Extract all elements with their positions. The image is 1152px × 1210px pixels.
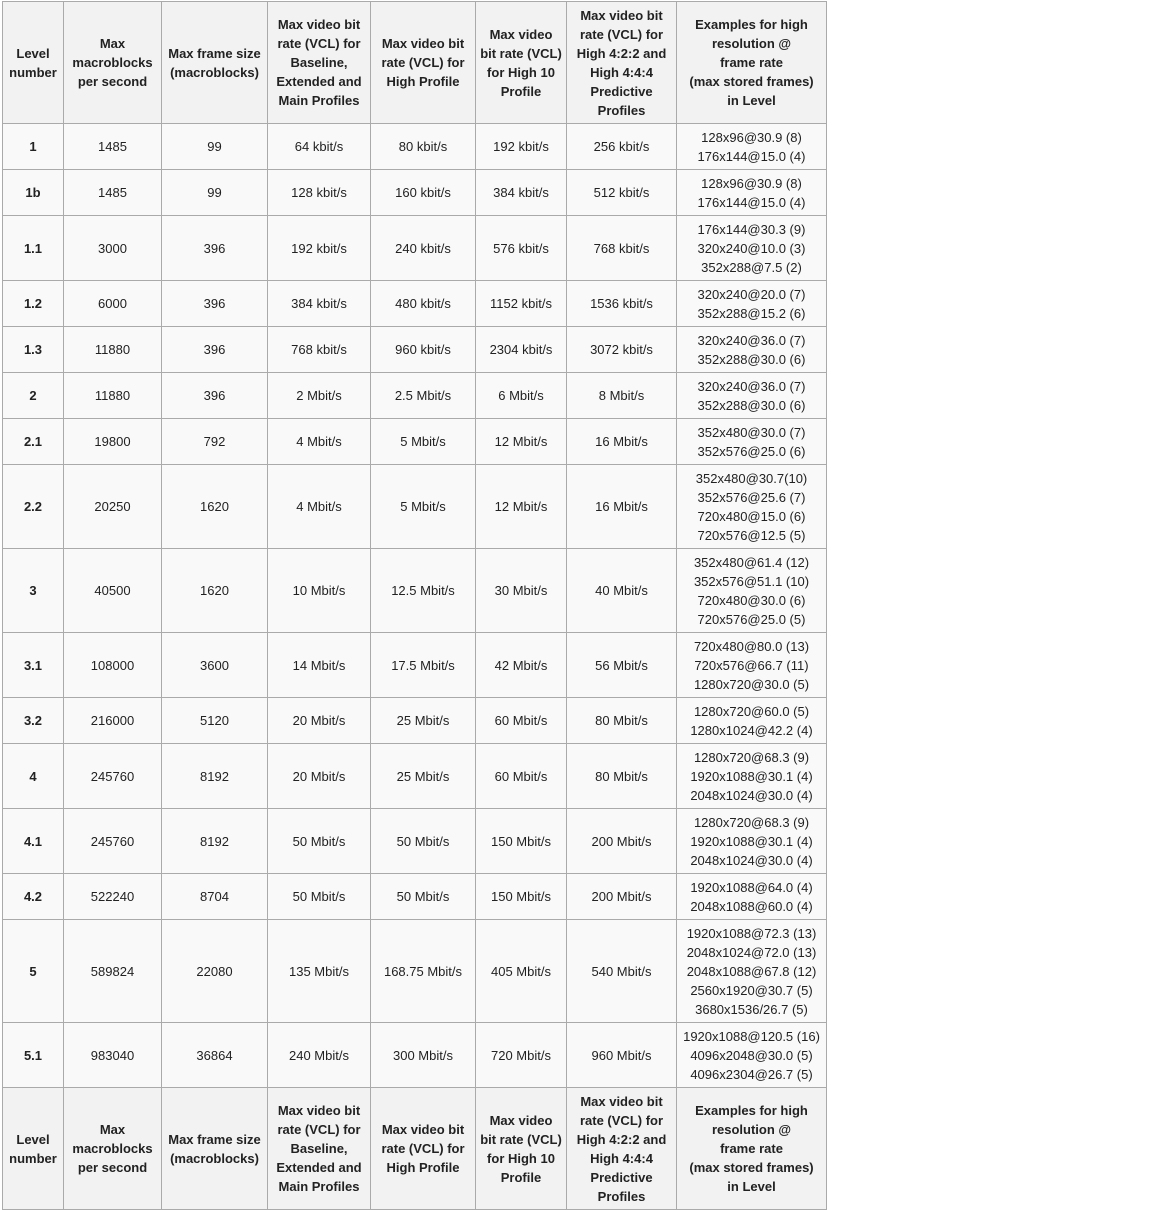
cell-bitrate-baseline-main: 10 Mbit/s xyxy=(268,549,371,633)
cell-examples: 320x240@36.0 (7) 352x288@30.0 (6) xyxy=(677,327,827,373)
cell-bitrate-baseline-main: 384 kbit/s xyxy=(268,281,371,327)
cell-level: 1 xyxy=(3,124,64,170)
cell-bitrate-high422-444: 80 Mbit/s xyxy=(567,744,677,809)
cell-max-frame-size: 3600 xyxy=(162,633,268,698)
cell-bitrate-baseline-main: 20 Mbit/s xyxy=(268,698,371,744)
table-row xyxy=(3,633,827,698)
header-row xyxy=(3,2,827,124)
table-row xyxy=(3,419,827,465)
cell-examples: 352x480@30.7(10) 352x576@25.6 (7) 720x480@15.0 (6) 720x576@12.5 (5) xyxy=(677,465,827,549)
table-row xyxy=(3,698,827,744)
cell-max-macroblocks: 522240 xyxy=(64,874,162,920)
cell-bitrate-high10: 2304 kbit/s xyxy=(476,327,567,373)
cell-bitrate-high: 25 Mbit/s xyxy=(371,744,476,809)
cell-bitrate-high422-444: 768 kbit/s xyxy=(567,216,677,281)
cell-bitrate-high422-444: 256 kbit/s xyxy=(567,124,677,170)
cell-max-frame-size: 1620 xyxy=(162,465,268,549)
table-row xyxy=(3,920,827,1023)
cell-max-macroblocks: 245760 xyxy=(64,744,162,809)
cell-max-frame-size: 396 xyxy=(162,373,268,419)
cell-max-frame-size: 8192 xyxy=(162,809,268,874)
table-row xyxy=(3,216,827,281)
cell-max-macroblocks: 6000 xyxy=(64,281,162,327)
cell-level: 3 xyxy=(3,549,64,633)
cell-bitrate-high422-444: 540 Mbit/s xyxy=(567,920,677,1023)
footer-max-macroblocks: Max macroblocks per second xyxy=(64,1088,162,1210)
cell-level: 4.1 xyxy=(3,809,64,874)
cell-bitrate-high422-444: 960 Mbit/s xyxy=(567,1023,677,1088)
cell-level: 1b xyxy=(3,170,64,216)
header-examples: Examples for high resolution @ frame rate (max stored frames) in Level xyxy=(677,2,827,124)
cell-level: 2.1 xyxy=(3,419,64,465)
cell-bitrate-high422-444: 16 Mbit/s xyxy=(567,465,677,549)
cell-bitrate-high10: 576 kbit/s xyxy=(476,216,567,281)
cell-max-frame-size: 36864 xyxy=(162,1023,268,1088)
table-row xyxy=(3,549,827,633)
cell-bitrate-high10: 720 Mbit/s xyxy=(476,1023,567,1088)
table-row xyxy=(3,170,827,216)
cell-bitrate-high422-444: 80 Mbit/s xyxy=(567,698,677,744)
footer-header-row xyxy=(3,1088,827,1210)
cell-bitrate-high: 160 kbit/s xyxy=(371,170,476,216)
cell-bitrate-high10: 150 Mbit/s xyxy=(476,874,567,920)
cell-examples: 1280x720@68.3 (9) 1920x1088@30.1 (4) 2048x1024@30.0 (4) xyxy=(677,744,827,809)
cell-bitrate-high422-444: 200 Mbit/s xyxy=(567,874,677,920)
cell-bitrate-high: 17.5 Mbit/s xyxy=(371,633,476,698)
h264-levels-table xyxy=(2,1,827,1210)
cell-bitrate-high422-444: 8 Mbit/s xyxy=(567,373,677,419)
cell-level: 3.1 xyxy=(3,633,64,698)
cell-bitrate-high422-444: 16 Mbit/s xyxy=(567,419,677,465)
cell-max-macroblocks: 3000 xyxy=(64,216,162,281)
cell-examples: 1920x1088@64.0 (4) 2048x1088@60.0 (4) xyxy=(677,874,827,920)
cell-bitrate-baseline-main: 14 Mbit/s xyxy=(268,633,371,698)
cell-bitrate-high: 300 Mbit/s xyxy=(371,1023,476,1088)
cell-max-macroblocks: 245760 xyxy=(64,809,162,874)
cell-bitrate-baseline-main: 192 kbit/s xyxy=(268,216,371,281)
cell-examples: 1920x1088@72.3 (13) 2048x1024@72.0 (13) 2048x1088@67.8 (12) 2560x1920@30.7 (5) 3680x1536/26.7 (5) xyxy=(677,920,827,1023)
cell-level: 1.2 xyxy=(3,281,64,327)
cell-bitrate-baseline-main: 4 Mbit/s xyxy=(268,465,371,549)
cell-bitrate-high10: 42 Mbit/s xyxy=(476,633,567,698)
cell-bitrate-high: 50 Mbit/s xyxy=(371,809,476,874)
table-row xyxy=(3,281,827,327)
cell-bitrate-baseline-main: 20 Mbit/s xyxy=(268,744,371,809)
cell-bitrate-high10: 1152 kbit/s xyxy=(476,281,567,327)
cell-bitrate-high10: 384 kbit/s xyxy=(476,170,567,216)
cell-max-frame-size: 396 xyxy=(162,281,268,327)
cell-bitrate-high422-444: 512 kbit/s xyxy=(567,170,677,216)
cell-max-frame-size: 396 xyxy=(162,327,268,373)
cell-examples: 320x240@20.0 (7) 352x288@15.2 (6) xyxy=(677,281,827,327)
cell-examples: 352x480@61.4 (12) 352x576@51.1 (10) 720x480@30.0 (6) 720x576@25.0 (5) xyxy=(677,549,827,633)
table-row xyxy=(3,465,827,549)
cell-bitrate-high422-444: 1536 kbit/s xyxy=(567,281,677,327)
footer-bitrate-high: Max video bit rate (VCL) for High Profile xyxy=(371,1088,476,1210)
cell-level: 2 xyxy=(3,373,64,419)
cell-bitrate-high10: 30 Mbit/s xyxy=(476,549,567,633)
cell-bitrate-high10: 150 Mbit/s xyxy=(476,809,567,874)
header-bitrate-high: Max video bit rate (VCL) for High Profile xyxy=(371,2,476,124)
table-row xyxy=(3,809,827,874)
cell-bitrate-baseline-main: 240 Mbit/s xyxy=(268,1023,371,1088)
cell-level: 5.1 xyxy=(3,1023,64,1088)
cell-max-macroblocks: 589824 xyxy=(64,920,162,1023)
header-max-frame-size: Max frame size (macroblocks) xyxy=(162,2,268,124)
cell-max-macroblocks: 1485 xyxy=(64,170,162,216)
cell-level: 2.2 xyxy=(3,465,64,549)
cell-bitrate-high10: 6 Mbit/s xyxy=(476,373,567,419)
footer-level-number: Level number xyxy=(3,1088,64,1210)
cell-examples: 128x96@30.9 (8) 176x144@15.0 (4) xyxy=(677,124,827,170)
footer-bitrate-high422-444: Max video bit rate (VCL) for High 4:2:2 and High 4:4:4 Predictive Profiles xyxy=(567,1088,677,1210)
cell-max-frame-size: 8704 xyxy=(162,874,268,920)
cell-examples: 1920x1088@120.5 (16) 4096x2048@30.0 (5) 4096x2304@26.7 (5) xyxy=(677,1023,827,1088)
cell-examples: 1280x720@68.3 (9) 1920x1088@30.1 (4) 2048x1024@30.0 (4) xyxy=(677,809,827,874)
footer-max-frame-size: Max frame size (macroblocks) xyxy=(162,1088,268,1210)
table-row xyxy=(3,124,827,170)
cell-bitrate-high10: 60 Mbit/s xyxy=(476,744,567,809)
cell-level: 3.2 xyxy=(3,698,64,744)
header-level-number: Level number xyxy=(3,2,64,124)
cell-bitrate-baseline-main: 4 Mbit/s xyxy=(268,419,371,465)
cell-max-frame-size: 5120 xyxy=(162,698,268,744)
cell-bitrate-high422-444: 40 Mbit/s xyxy=(567,549,677,633)
cell-bitrate-baseline-main: 64 kbit/s xyxy=(268,124,371,170)
cell-bitrate-high422-444: 200 Mbit/s xyxy=(567,809,677,874)
cell-max-frame-size: 99 xyxy=(162,170,268,216)
footer-examples: Examples for high resolution @ frame rate (max stored frames) in Level xyxy=(677,1088,827,1210)
cell-max-frame-size: 396 xyxy=(162,216,268,281)
cell-examples: 320x240@36.0 (7) 352x288@30.0 (6) xyxy=(677,373,827,419)
cell-bitrate-high: 2.5 Mbit/s xyxy=(371,373,476,419)
table-row xyxy=(3,327,827,373)
table-row xyxy=(3,373,827,419)
table-row xyxy=(3,1023,827,1088)
cell-bitrate-high: 240 kbit/s xyxy=(371,216,476,281)
cell-max-frame-size: 22080 xyxy=(162,920,268,1023)
cell-level: 4.2 xyxy=(3,874,64,920)
cell-bitrate-baseline-main: 128 kbit/s xyxy=(268,170,371,216)
cell-bitrate-high: 168.75 Mbit/s xyxy=(371,920,476,1023)
header-max-macroblocks: Max macroblocks per second xyxy=(64,2,162,124)
cell-bitrate-high10: 12 Mbit/s xyxy=(476,419,567,465)
cell-examples: 128x96@30.9 (8) 176x144@15.0 (4) xyxy=(677,170,827,216)
cell-level: 4 xyxy=(3,744,64,809)
cell-bitrate-high422-444: 56 Mbit/s xyxy=(567,633,677,698)
cell-max-macroblocks: 216000 xyxy=(64,698,162,744)
cell-bitrate-high: 5 Mbit/s xyxy=(371,465,476,549)
cell-bitrate-high422-444: 3072 kbit/s xyxy=(567,327,677,373)
cell-bitrate-high10: 60 Mbit/s xyxy=(476,698,567,744)
cell-bitrate-baseline-main: 50 Mbit/s xyxy=(268,874,371,920)
cell-max-macroblocks: 20250 xyxy=(64,465,162,549)
cell-max-macroblocks: 108000 xyxy=(64,633,162,698)
header-bitrate-high10: Max video bit rate (VCL) for High 10 Profile xyxy=(476,2,567,124)
header-bitrate-high422-444: Max video bit rate (VCL) for High 4:2:2 and High 4:4:4 Predictive Profiles xyxy=(567,2,677,124)
cell-level: 1.3 xyxy=(3,327,64,373)
cell-examples: 720x480@80.0 (13) 720x576@66.7 (11) 1280x720@30.0 (5) xyxy=(677,633,827,698)
table-body xyxy=(3,124,827,1088)
footer-bitrate-high10: Max video bit rate (VCL) for High 10 Profile xyxy=(476,1088,567,1210)
cell-bitrate-high: 12.5 Mbit/s xyxy=(371,549,476,633)
cell-bitrate-high: 80 kbit/s xyxy=(371,124,476,170)
cell-level: 1.1 xyxy=(3,216,64,281)
cell-bitrate-high10: 405 Mbit/s xyxy=(476,920,567,1023)
cell-max-macroblocks: 40500 xyxy=(64,549,162,633)
cell-max-macroblocks: 11880 xyxy=(64,327,162,373)
cell-max-macroblocks: 983040 xyxy=(64,1023,162,1088)
table-row xyxy=(3,744,827,809)
cell-bitrate-baseline-main: 50 Mbit/s xyxy=(268,809,371,874)
cell-max-frame-size: 1620 xyxy=(162,549,268,633)
cell-bitrate-high: 5 Mbit/s xyxy=(371,419,476,465)
cell-bitrate-high: 50 Mbit/s xyxy=(371,874,476,920)
header-bitrate-baseline-main: Max video bit rate (VCL) for Baseline, Extended and Main Profiles xyxy=(268,2,371,124)
cell-bitrate-baseline-main: 135 Mbit/s xyxy=(268,920,371,1023)
cell-examples: 176x144@30.3 (9) 320x240@10.0 (3) 352x288@7.5 (2) xyxy=(677,216,827,281)
cell-bitrate-high10: 192 kbit/s xyxy=(476,124,567,170)
cell-bitrate-high: 960 kbit/s xyxy=(371,327,476,373)
cell-bitrate-high: 480 kbit/s xyxy=(371,281,476,327)
cell-bitrate-baseline-main: 768 kbit/s xyxy=(268,327,371,373)
cell-bitrate-baseline-main: 2 Mbit/s xyxy=(268,373,371,419)
cell-max-macroblocks: 19800 xyxy=(64,419,162,465)
cell-examples: 352x480@30.0 (7) 352x576@25.0 (6) xyxy=(677,419,827,465)
cell-max-frame-size: 792 xyxy=(162,419,268,465)
cell-examples: 1280x720@60.0 (5) 1280x1024@42.2 (4) xyxy=(677,698,827,744)
cell-max-macroblocks: 11880 xyxy=(64,373,162,419)
table-row xyxy=(3,874,827,920)
cell-level: 5 xyxy=(3,920,64,1023)
cell-bitrate-high: 25 Mbit/s xyxy=(371,698,476,744)
footer-bitrate-baseline-main: Max video bit rate (VCL) for Baseline, Extended and Main Profiles xyxy=(268,1088,371,1210)
cell-max-frame-size: 99 xyxy=(162,124,268,170)
cell-max-frame-size: 8192 xyxy=(162,744,268,809)
cell-max-macroblocks: 1485 xyxy=(64,124,162,170)
cell-bitrate-high10: 12 Mbit/s xyxy=(476,465,567,549)
